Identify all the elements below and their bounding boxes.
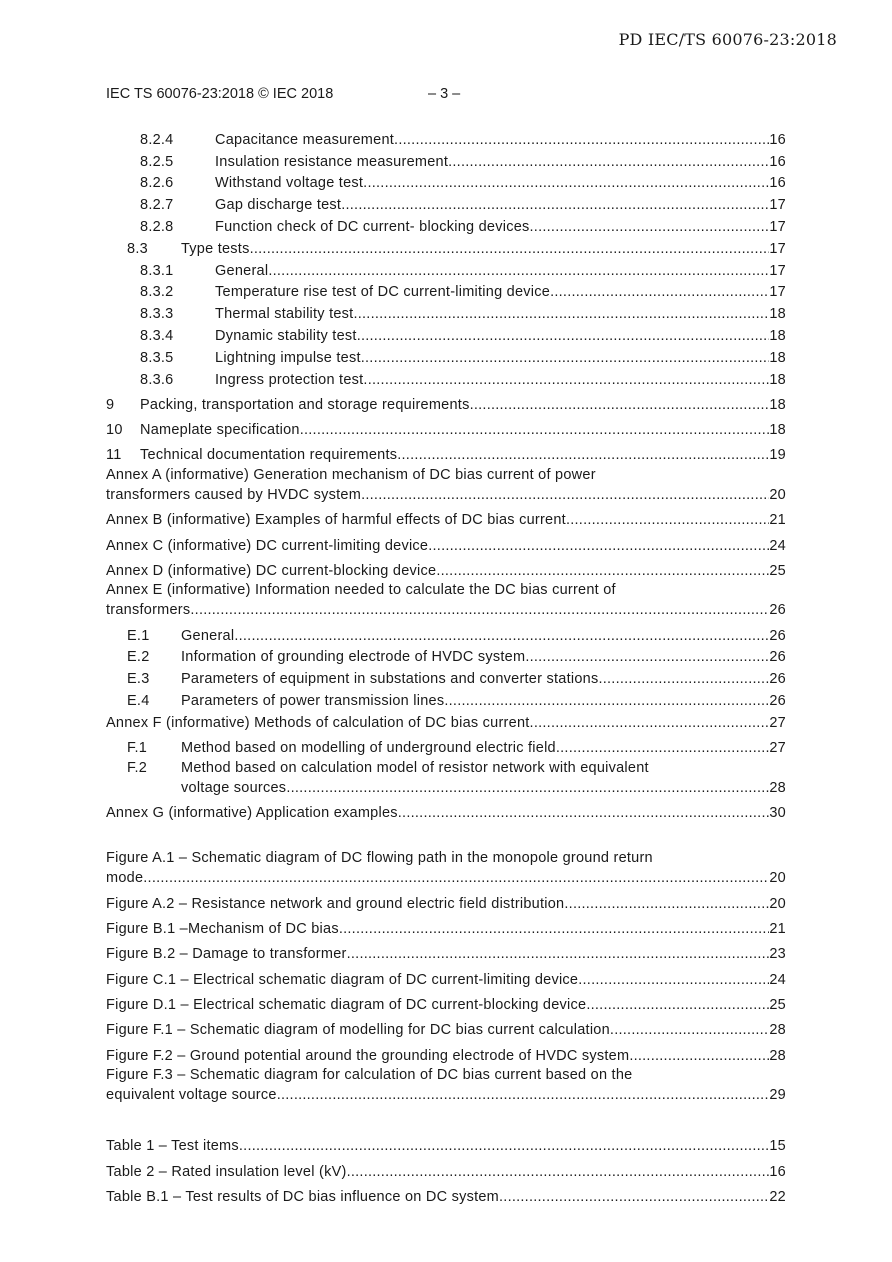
toc-entry[interactable]: F.2 Method based on calculation model of resistor network with equivalent voltage sources ..... 28 <box>106 760 786 796</box>
list-of-figures-entry[interactable]: Figure D.1 – Electrical schematic diagram of DC current-blocking device ..... 25 <box>106 991 786 1013</box>
list-of-figures-entry[interactable]: Figure C.1 – Electrical schematic diagram of DC current-limiting device ..... 24 <box>106 966 786 988</box>
table-of-contents <box>106 126 786 1205</box>
toc-entry-annex-e[interactable]: Annex E (informative) Information needed to calculate the DC bias current of transformers ..... 26 <box>106 582 786 618</box>
header-standard: IEC TS 60076-23:2018 © IEC 2018 <box>106 86 334 102</box>
toc-entry[interactable]: 8.3 Type tests ..... 17 <box>106 235 786 257</box>
toc-entry[interactable]: 8.2.4 Capacitance measurement ..... 16 <box>106 126 786 148</box>
toc-entry[interactable]: 8.3.1 General ..... 17 <box>106 257 786 279</box>
toc-entry[interactable]: 10 Nameplate specification ..... 18 <box>106 416 786 438</box>
toc-entry[interactable]: 8.3.2 Temperature rise test of DC current-limiting device ..... 17 <box>106 279 786 301</box>
list-of-tables-entry[interactable]: Table 1 – Test items ..... 15 <box>106 1133 786 1155</box>
toc-entry[interactable]: 8.2.5 Insulation resistance measurement ..... 16 <box>106 148 786 170</box>
toc-entry-annex-g[interactable]: Annex G (informative) Application examples ..... 30 <box>106 799 786 821</box>
list-of-figures-entry[interactable]: Figure A.1 – Schematic diagram of DC flowing path in the monopole ground return mode ..... 20 <box>106 850 786 886</box>
toc-entry[interactable]: 8.2.6 Withstand voltage test ..... 16 <box>106 170 786 192</box>
list-of-figures-entry[interactable]: Figure F.3 – Schematic diagram for calculation of DC bias current based on the equivalent voltage source ..... 29 <box>106 1067 786 1103</box>
toc-entry[interactable]: F.1 Method based on modelling of underground electric field ..... 27 <box>106 734 786 756</box>
toc-entry-annex-b[interactable]: Annex B (informative) Examples of harmful effects of DC bias current ..... 21 <box>106 506 786 528</box>
list-of-figures-entry[interactable]: Figure B.2 – Damage to transformer ..... 23 <box>106 941 786 963</box>
header-page-number: – 3 – <box>428 86 461 102</box>
list-of-figures-entry[interactable]: Figure B.1 –Mechanism of DC bias ..... 21 <box>106 915 786 937</box>
list-of-tables-entry[interactable]: Table 2 – Rated insulation level (kV) ..... 16 <box>106 1158 786 1180</box>
list-of-figures-entry[interactable]: Figure F.2 – Ground potential around the grounding electrode of HVDC system ..... 28 <box>106 1042 786 1064</box>
list-of-tables-entry[interactable]: Table B.1 – Test results of DC bias influence on DC system ..... 22 <box>106 1183 786 1205</box>
toc-entry-annex-a[interactable]: Annex A (informative) Generation mechanism of DC bias current of power transformers caused by HVDC system ..... 20 <box>106 467 786 503</box>
toc-entry-annex-d[interactable]: Annex D (informative) DC current-blocking device ..... 25 <box>106 557 786 579</box>
toc-entry[interactable]: 8.2.8 Function check of DC current- blocking devices ..... 17 <box>106 213 786 235</box>
toc-entry[interactable]: 9 Packing, transportation and storage requirements ..... 18 <box>106 391 786 413</box>
list-of-figures-entry[interactable]: Figure F.1 – Schematic diagram of modelling for DC bias current calculation ..... 28 <box>106 1016 786 1038</box>
toc-entry-annex-c[interactable]: Annex C (informative) DC current-limiting device ..... 24 <box>106 532 786 554</box>
list-of-figures-entry[interactable]: Figure A.2 – Resistance network and ground electric field distribution ..... 20 <box>106 890 786 912</box>
toc-entry[interactable]: 8.3.5 Lightning impulse test ..... 18 <box>106 344 786 366</box>
toc-entry[interactable]: E.4 Parameters of power transmission lines ..... 26 <box>106 687 786 709</box>
toc-entry[interactable]: 8.2.7 Gap discharge test ..... 17 <box>106 191 786 213</box>
page-header <box>106 86 461 102</box>
toc-entry[interactable]: E.1 General ..... 26 <box>106 622 786 644</box>
toc-entry[interactable]: 8.3.4 Dynamic stability test ..... 18 <box>106 322 786 344</box>
toc-entry[interactable]: 8.3.6 Ingress protection test ..... 18 <box>106 366 786 388</box>
toc-entry[interactable]: E.2 Information of grounding electrode of HVDC system ..... 26 <box>106 644 786 666</box>
toc-entry[interactable]: 11 Technical documentation requirements ..... 19 <box>106 442 786 464</box>
toc-entry[interactable]: 8.3.3 Thermal stability test ..... 18 <box>106 300 786 322</box>
document-identifier: PD IEC/TS 60076-23:2018 <box>618 30 837 49</box>
toc-entry[interactable]: E.3 Parameters of equipment in substations and converter stations ..... 26 <box>106 665 786 687</box>
toc-entry-annex-f[interactable]: Annex F (informative) Methods of calculation of DC bias current ..... 27 <box>106 709 786 731</box>
